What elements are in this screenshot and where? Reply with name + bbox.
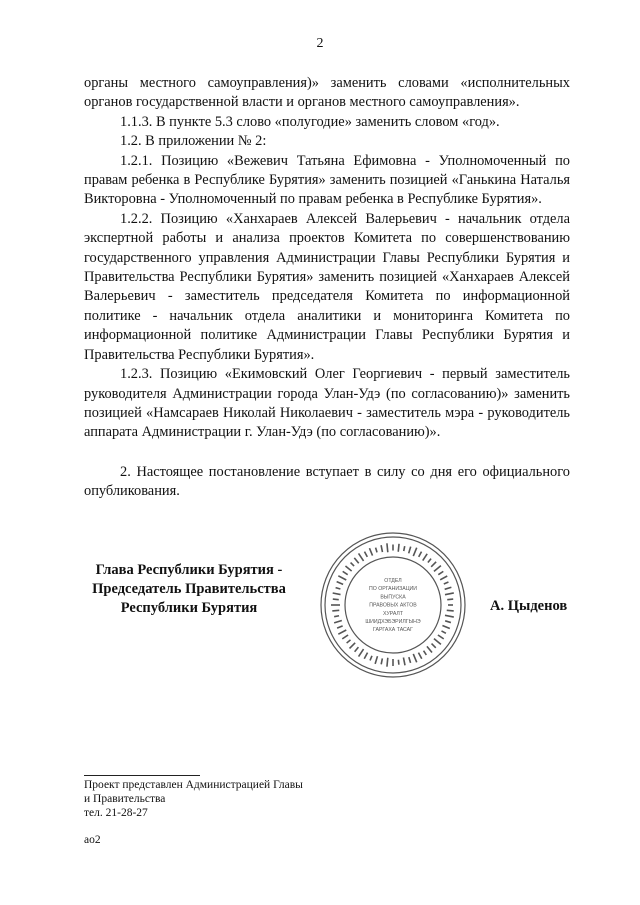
- signatory-title: [84, 561, 294, 618]
- seal-center-line: ХУРАЛТ: [382, 610, 404, 617]
- document-code: ао2: [84, 834, 101, 846]
- paragraph-continuation: органы местного самоуправления)» заменить словами «исполнительных органов государственной власти и органов местного самоуправления».: [84, 75, 570, 111]
- paragraph-2: 2. Настоящее постановление вступает в силу со дня его официального опубликования.: [84, 463, 570, 500]
- footnote-line: и Правительства: [84, 793, 166, 805]
- footnote-line: Проект представлен Администрацией Главы: [84, 779, 303, 791]
- document-body: [84, 74, 570, 502]
- seal-center-line: ВЫПУСКА: [380, 594, 406, 601]
- signatory-title-line: Председатель Правительства: [92, 581, 286, 597]
- official-seal: [318, 530, 468, 680]
- footnote: [84, 778, 303, 820]
- seal-center-line: ОТДЕЛ: [384, 578, 402, 584]
- seal-center-line: ПРАВОВЫХ АКТОВ: [369, 602, 417, 609]
- signatory-name: А. Цыденов: [490, 598, 568, 614]
- seal-center-line: ШИИДХЭБЭРИЛГЫНЭ: [365, 619, 421, 625]
- paragraph-1-1-3: 1.1.3. В пункте 5.3 слово «полугодие» заменить словом «год».: [120, 113, 500, 130]
- paragraph-1-2-2: 1.2.2. Позицию «Ханхараев Алексей Валерьевич - начальник отдела экспертной работы и анализа проектов Комитета по совершенствованию государственного управления Администрации Главы Республики Бурятия и Правительства Республики Бурятия» заменить позицией «Ханхараев Алексей Валерьевич - заместитель председателя Комитета по информационной политике - начальник отдела аналитики и мониторинга Комитета по информационной политике Администрации Главы Республики Бурятия и Правительства Республики Бурятия».: [84, 210, 570, 363]
- paragraph-1-2-3: 1.2.3. Позицию «Екимовский Олег Георгиевич - первый заместитель руководителя Администрации города Улан-Удэ (по согласованию)» заменить позицией «Намсараев Николай Николаевич - заместитель мэра - руководитель аппарата Администрации г. Улан-Удэ (по согласованию)».: [84, 366, 570, 441]
- paragraph-spacer: [84, 443, 570, 463]
- page-number: 2: [316, 36, 324, 51]
- paragraph-1-2: 1.2. В приложении № 2:: [120, 133, 267, 150]
- signatory-title-line: Республики Бурятия: [120, 600, 258, 616]
- footnote-rule: [84, 775, 200, 776]
- seal-center-line: ГАРГАХА ТАСАГ: [373, 627, 413, 634]
- paragraph-1-2-1: 1.2.1. Позицию «Вежевич Татьяна Ефимовна - Уполномоченный по правам ребенка в Республике Бурятия» заменить позицией «Ганькина Наталья Викторовна - Уполномоченный по правам ребенка в Республике Бурятия».: [84, 152, 570, 208]
- footnote-phone: тел. 21-28-27: [84, 807, 148, 819]
- seal-center-line: ПО ОРГАНИЗАЦИИ: [369, 586, 417, 593]
- signatory-title-line: Глава Республики Бурятия -: [95, 562, 283, 578]
